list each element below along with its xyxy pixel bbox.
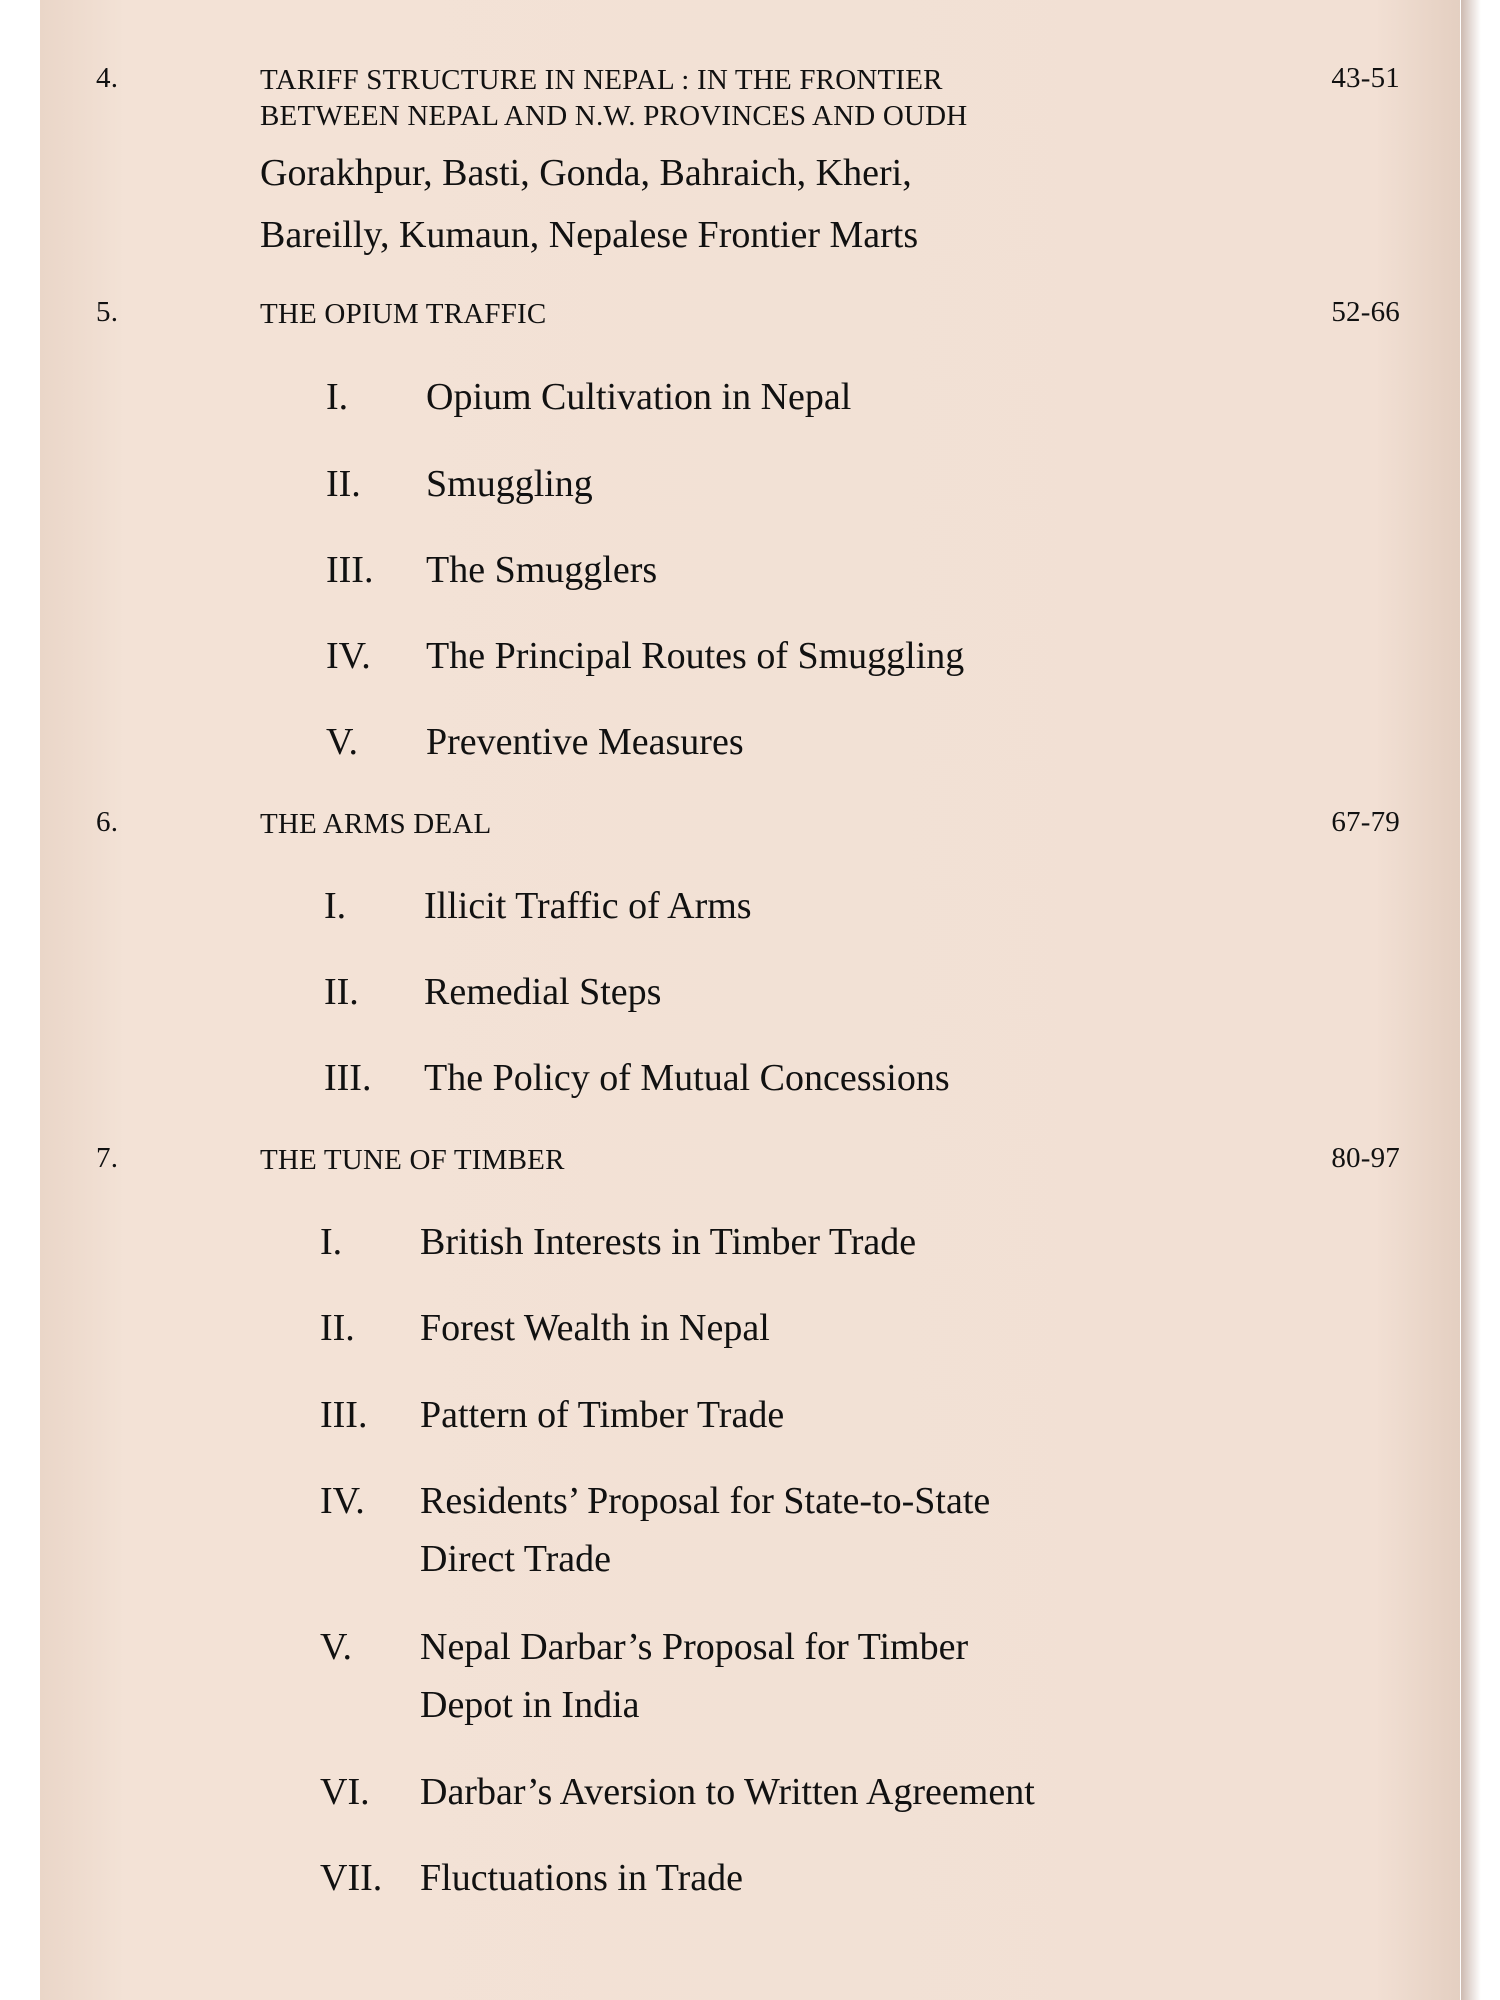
section-numeral: VII. — [320, 1857, 383, 1899]
section-title: The Principal Routes of Smuggling — [426, 635, 965, 677]
section-numeral: I. — [326, 376, 349, 418]
chapter-pages: 52-66 — [1331, 296, 1400, 328]
chapter-pages: 80-97 — [1331, 1142, 1400, 1174]
section-title-line: Depot in India — [420, 1684, 640, 1726]
subtitle-line: Gorakhpur, Basti, Gonda, Bahraich, Kheri, — [260, 152, 912, 194]
section-title: Darbar’s Aversion to Written Agreement — [420, 1771, 1035, 1813]
chapter-title-line: BETWEEN NEPAL AND N.W. PROVINCES AND OUDH — [260, 100, 968, 132]
section-numeral: V. — [326, 721, 359, 763]
section-title: Remedial Steps — [424, 971, 662, 1013]
chapter-title — [260, 62, 967, 134]
section-title — [420, 1618, 968, 1734]
chapter-title: THE TUNE OF TIMBER — [260, 1144, 565, 1176]
chapter-title-line: TARIFF STRUCTURE IN NEPAL : IN THE FRONTIER — [260, 64, 943, 96]
section-numeral: II. — [320, 1307, 355, 1349]
section-numeral: III. — [324, 1057, 372, 1099]
section-title: Fluctuations in Trade — [420, 1857, 744, 1899]
section-numeral: I. — [324, 885, 347, 927]
chapter-4-subtitle — [260, 142, 918, 266]
section-title: Forest Wealth in Nepal — [420, 1307, 770, 1349]
section-numeral: II. — [324, 971, 359, 1013]
chapter-title: THE ARMS DEAL — [260, 808, 492, 840]
chapter-pages: 43-51 — [1331, 62, 1400, 94]
page-edge-shadow — [1461, 0, 1481, 2000]
chapter-title: THE OPIUM TRAFFIC — [260, 298, 547, 330]
section-title: Smuggling — [426, 463, 593, 505]
section-numeral: II. — [326, 463, 361, 505]
chapter-number: 5. — [96, 296, 119, 328]
section-title: Preventive Measures — [426, 721, 744, 763]
chapter-number: 7. — [96, 1142, 119, 1174]
section-title: British Interests in Timber Trade — [420, 1221, 917, 1263]
section-title: Illicit Traffic of Arms — [424, 885, 752, 927]
book-page — [40, 0, 1460, 2000]
subtitle-line: Bareilly, Kumaun, Nepalese Frontier Marts — [260, 214, 919, 256]
section-numeral: III. — [320, 1394, 368, 1436]
chapter-number: 6. — [96, 806, 119, 838]
section-title — [420, 1472, 990, 1588]
section-title-line: Direct Trade — [420, 1538, 612, 1580]
section-title: The Policy of Mutual Concessions — [424, 1057, 950, 1099]
section-numeral: III. — [326, 549, 374, 591]
section-title: Opium Cultivation in Nepal — [426, 376, 852, 418]
section-numeral: V. — [320, 1626, 353, 1668]
section-title-line: Residents’ Proposal for State-to-State — [420, 1480, 991, 1522]
section-numeral: VI. — [320, 1771, 370, 1813]
section-numeral: IV. — [326, 635, 371, 677]
chapter-number: 4. — [96, 62, 119, 94]
chapter-pages: 67-79 — [1331, 806, 1400, 838]
section-title: The Smugglers — [426, 549, 658, 591]
section-title-line: Nepal Darbar’s Proposal for Timber — [420, 1626, 969, 1668]
section-title: Pattern of Timber Trade — [420, 1394, 785, 1436]
section-numeral: I. — [320, 1221, 343, 1263]
section-numeral: IV. — [320, 1480, 365, 1522]
